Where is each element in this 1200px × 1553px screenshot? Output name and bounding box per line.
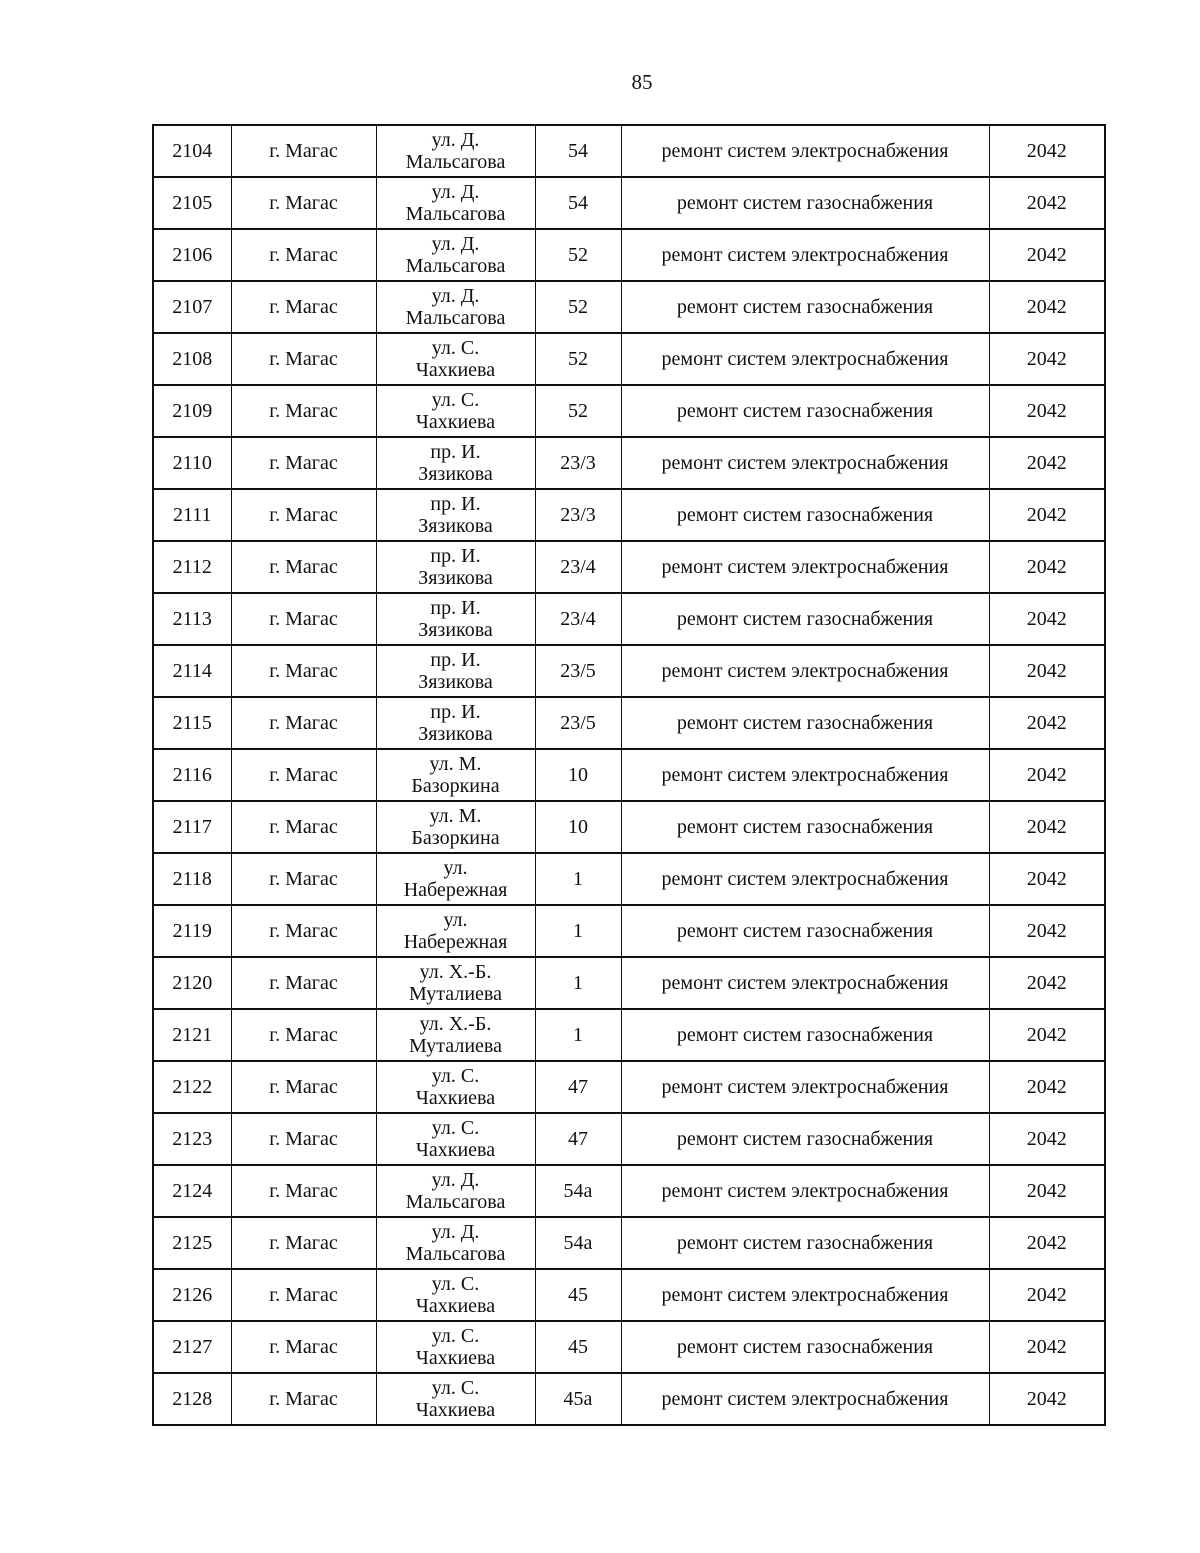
work-type-cell: ремонт систем газоснабжения [621,1217,989,1269]
city-cell: г. Магас [231,1269,376,1321]
row-number-cell: 2120 [153,957,231,1009]
table-row [153,1321,1105,1373]
street-cell [376,229,535,281]
street-line-2: Мальсагова [405,307,506,329]
street-line-2: Чахкиева [415,1295,496,1317]
year-cell: 2042 [989,1373,1105,1425]
city-cell: г. Магас [231,281,376,333]
work-type-cell: ремонт систем газоснабжения [621,1321,989,1373]
table-row [153,697,1105,749]
street-line-1: ул. С. [431,1117,480,1139]
street-line-1: ул. Д. [431,1169,480,1191]
table-row [153,437,1105,489]
year-cell: 2042 [989,281,1105,333]
street-line-1: ул. Х.-Б. [419,1013,492,1035]
street-line-1: пр. И. [430,441,481,463]
work-type-cell: ремонт систем электроснабжения [621,1165,989,1217]
table-row [153,1269,1105,1321]
year-cell: 2042 [989,1269,1105,1321]
row-number-cell: 2115 [153,697,231,749]
street-line-2: Базоркина [411,775,500,797]
table-row [153,1009,1105,1061]
city-cell: г. Магас [231,437,376,489]
city-cell: г. Магас [231,385,376,437]
row-number-cell: 2126 [153,1269,231,1321]
row-number-cell: 2108 [153,333,231,385]
table-row [153,229,1105,281]
house-number-cell: 1 [535,957,621,1009]
row-number-cell: 2106 [153,229,231,281]
street-line-2: Зязикова [418,463,493,485]
street-cell [376,749,535,801]
work-type-cell: ремонт систем газоснабжения [621,905,989,957]
city-cell: г. Магас [231,1321,376,1373]
table-row [153,177,1105,229]
year-cell: 2042 [989,801,1105,853]
street-cell [376,385,535,437]
city-cell: г. Магас [231,177,376,229]
street-line-1: ул. С. [431,337,480,359]
city-cell: г. Магас [231,125,376,177]
table-row [153,333,1105,385]
row-number-cell: 2116 [153,749,231,801]
work-type-cell: ремонт систем электроснабжения [621,749,989,801]
registry-table-body [153,125,1105,1425]
street-cell [376,645,535,697]
year-cell: 2042 [989,1165,1105,1217]
street-cell [376,1113,535,1165]
work-type-cell: ремонт систем электроснабжения [621,437,989,489]
street-cell [376,1373,535,1425]
year-cell: 2042 [989,1217,1105,1269]
work-type-cell: ремонт систем электроснабжения [621,1269,989,1321]
house-number-cell: 52 [535,333,621,385]
city-cell: г. Магас [231,1061,376,1113]
table-row [153,1061,1105,1113]
street-line-2: Чахкиева [415,1347,496,1369]
house-number-cell: 47 [535,1113,621,1165]
street-line-2: Набережная [403,931,508,953]
table-row [153,385,1105,437]
street-line-1: пр. И. [430,597,481,619]
house-number-cell: 54 [535,177,621,229]
street-line-1: пр. И. [430,701,481,723]
street-line-2: Зязикова [418,567,493,589]
table-row [153,905,1105,957]
row-number-cell: 2127 [153,1321,231,1373]
street-line-2: Мальсагова [405,151,506,173]
street-line-2: Мальсагова [405,255,506,277]
street-line-2: Зязикова [418,619,493,641]
table-row [153,1373,1105,1425]
street-cell [376,1321,535,1373]
year-cell: 2042 [989,333,1105,385]
street-line-1: ул. С. [431,1065,480,1087]
house-number-cell: 23/5 [535,697,621,749]
street-line-2: Чахкиева [415,1139,496,1161]
street-cell [376,333,535,385]
street-cell [376,1269,535,1321]
city-cell: г. Магас [231,1113,376,1165]
city-cell: г. Магас [231,1217,376,1269]
street-line-2: Зязикова [418,671,493,693]
street-line-1: ул. Д. [431,181,480,203]
table-row [153,489,1105,541]
street-line-2: Набережная [403,879,508,901]
street-line-1: пр. И. [430,493,481,515]
work-type-cell: ремонт систем газоснабжения [621,801,989,853]
work-type-cell: ремонт систем газоснабжения [621,697,989,749]
city-cell: г. Магас [231,593,376,645]
house-number-cell: 10 [535,749,621,801]
work-type-cell: ремонт систем газоснабжения [621,1009,989,1061]
year-cell: 2042 [989,1321,1105,1373]
street-cell [376,1165,535,1217]
work-type-cell: ремонт систем электроснабжения [621,541,989,593]
street-cell [376,905,535,957]
street-line-1: ул. [443,857,468,879]
year-cell: 2042 [989,1009,1105,1061]
street-line-2: Зязикова [418,723,493,745]
street-line-1: ул. М. [429,753,482,775]
street-line-2: Муталиева [409,1035,502,1057]
house-number-cell: 45 [535,1321,621,1373]
house-number-cell: 1 [535,1009,621,1061]
table-row [153,1113,1105,1165]
work-type-cell: ремонт систем газоснабжения [621,593,989,645]
row-number-cell: 2114 [153,645,231,697]
table-row [153,541,1105,593]
street-line-2: Чахкиева [415,1087,496,1109]
city-cell: г. Магас [231,1009,376,1061]
row-number-cell: 2125 [153,1217,231,1269]
row-number-cell: 2119 [153,905,231,957]
street-line-2: Чахкиева [415,359,496,381]
table-row [153,801,1105,853]
street-line-2: Мальсагова [405,1191,506,1213]
house-number-cell: 1 [535,905,621,957]
table-row [153,749,1105,801]
city-cell: г. Магас [231,1165,376,1217]
row-number-cell: 2122 [153,1061,231,1113]
city-cell: г. Магас [231,749,376,801]
street-cell [376,177,535,229]
house-number-cell: 1 [535,853,621,905]
row-number-cell: 2128 [153,1373,231,1425]
row-number-cell: 2121 [153,1009,231,1061]
year-cell: 2042 [989,385,1105,437]
street-line-2: Базоркина [411,827,500,849]
street-line-2: Муталиева [409,983,502,1005]
work-type-cell: ремонт систем электроснабжения [621,853,989,905]
street-line-1: ул. Д. [431,129,480,151]
city-cell: г. Магас [231,957,376,1009]
street-line-1: ул. М. [429,805,482,827]
city-cell: г. Магас [231,645,376,697]
row-number-cell: 2123 [153,1113,231,1165]
street-cell [376,593,535,645]
house-number-cell: 23/4 [535,593,621,645]
year-cell: 2042 [989,489,1105,541]
work-type-cell: ремонт систем электроснабжения [621,229,989,281]
work-type-cell: ремонт систем электроснабжения [621,333,989,385]
street-cell [376,697,535,749]
year-cell: 2042 [989,853,1105,905]
year-cell: 2042 [989,177,1105,229]
row-number-cell: 2113 [153,593,231,645]
table-row [153,853,1105,905]
work-type-cell: ремонт систем газоснабжения [621,385,989,437]
table-row [153,957,1105,1009]
street-cell [376,281,535,333]
house-number-cell: 54а [535,1217,621,1269]
table-row [153,645,1105,697]
city-cell: г. Магас [231,541,376,593]
city-cell: г. Магас [231,853,376,905]
table-row [153,1217,1105,1269]
house-number-cell: 23/5 [535,645,621,697]
row-number-cell: 2109 [153,385,231,437]
year-cell: 2042 [989,229,1105,281]
city-cell: г. Магас [231,1373,376,1425]
year-cell: 2042 [989,437,1105,489]
row-number-cell: 2118 [153,853,231,905]
house-number-cell: 52 [535,281,621,333]
year-cell: 2042 [989,1061,1105,1113]
registry-table [152,124,1106,1426]
street-cell [376,853,535,905]
work-type-cell: ремонт систем газоснабжения [621,1113,989,1165]
row-number-cell: 2104 [153,125,231,177]
city-cell: г. Магас [231,905,376,957]
house-number-cell: 45 [535,1269,621,1321]
street-cell [376,541,535,593]
city-cell: г. Магас [231,229,376,281]
street-line-1: ул. Д. [431,1221,480,1243]
work-type-cell: ремонт систем газоснабжения [621,281,989,333]
house-number-cell: 52 [535,229,621,281]
row-number-cell: 2117 [153,801,231,853]
year-cell: 2042 [989,957,1105,1009]
year-cell: 2042 [989,749,1105,801]
row-number-cell: 2110 [153,437,231,489]
year-cell: 2042 [989,1113,1105,1165]
street-line-2: Чахкиева [415,1399,496,1421]
street-cell [376,1009,535,1061]
city-cell: г. Магас [231,697,376,749]
row-number-cell: 2105 [153,177,231,229]
street-line-1: ул. [443,909,468,931]
street-line-1: ул. С. [431,1377,480,1399]
house-number-cell: 54а [535,1165,621,1217]
street-line-1: пр. И. [430,649,481,671]
row-number-cell: 2124 [153,1165,231,1217]
work-type-cell: ремонт систем электроснабжения [621,1061,989,1113]
work-type-cell: ремонт систем электроснабжения [621,645,989,697]
street-line-1: ул. С. [431,1325,480,1347]
work-type-cell: ремонт систем газоснабжения [621,177,989,229]
city-cell: г. Магас [231,333,376,385]
street-cell [376,437,535,489]
street-line-2: Чахкиева [415,411,496,433]
street-line-2: Зязикова [418,515,493,537]
year-cell: 2042 [989,125,1105,177]
house-number-cell: 23/3 [535,437,621,489]
city-cell: г. Магас [231,801,376,853]
street-line-1: ул. Х.-Б. [419,961,492,983]
row-number-cell: 2111 [153,489,231,541]
street-line-2: Мальсагова [405,203,506,225]
work-type-cell: ремонт систем газоснабжения [621,489,989,541]
street-line-1: ул. Д. [431,233,480,255]
work-type-cell: ремонт систем электроснабжения [621,957,989,1009]
house-number-cell: 23/4 [535,541,621,593]
street-line-2: Мальсагова [405,1243,506,1265]
work-type-cell: ремонт систем электроснабжения [621,125,989,177]
street-line-1: ул. Д. [431,285,480,307]
street-cell [376,125,535,177]
house-number-cell: 47 [535,1061,621,1113]
year-cell: 2042 [989,593,1105,645]
house-number-cell: 45а [535,1373,621,1425]
page-number: 85 [631,70,653,94]
year-cell: 2042 [989,645,1105,697]
house-number-cell: 10 [535,801,621,853]
year-cell: 2042 [989,905,1105,957]
city-cell: г. Магас [231,489,376,541]
work-type-cell: ремонт систем электроснабжения [621,1373,989,1425]
street-cell [376,1061,535,1113]
street-cell [376,1217,535,1269]
house-number-cell: 52 [535,385,621,437]
house-number-cell: 54 [535,125,621,177]
street-line-1: ул. С. [431,389,480,411]
row-number-cell: 2112 [153,541,231,593]
table-row [153,593,1105,645]
table-row [153,1165,1105,1217]
house-number-cell: 23/3 [535,489,621,541]
row-number-cell: 2107 [153,281,231,333]
year-cell: 2042 [989,697,1105,749]
street-cell [376,801,535,853]
street-line-1: пр. И. [430,545,481,567]
street-line-1: ул. С. [431,1273,480,1295]
year-cell: 2042 [989,541,1105,593]
table-row [153,281,1105,333]
street-cell [376,489,535,541]
street-cell [376,957,535,1009]
table-row [153,125,1105,177]
